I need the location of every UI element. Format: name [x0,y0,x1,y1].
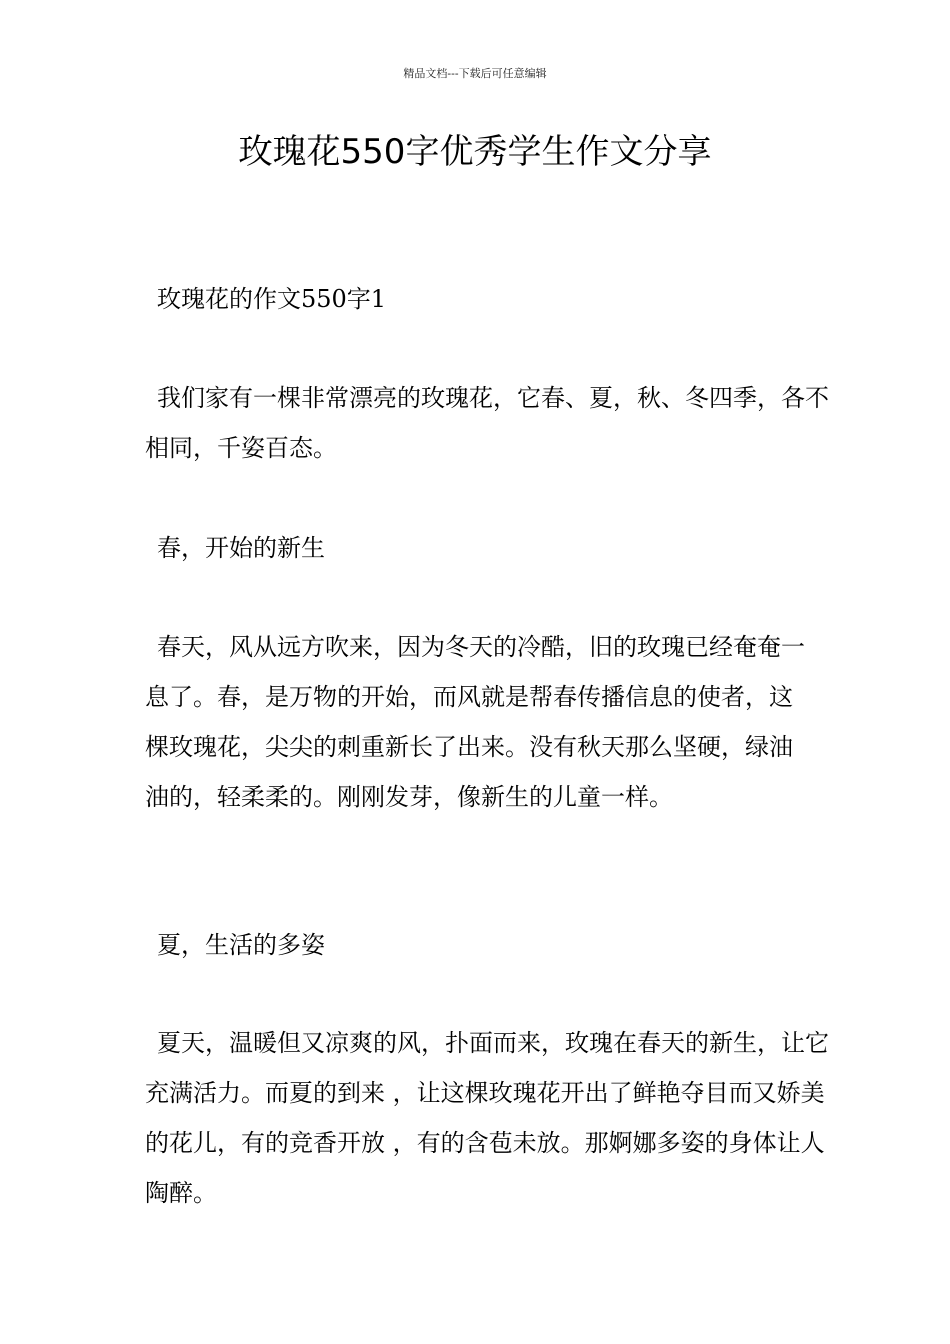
paragraph-spring: 春天，风从远方吹来，因为冬天的冷酷，旧的玫瑰已经奄奄一息了。春，是万物的开始，而风就是帮春传播信息的使者，这棵玫瑰花，尖尖的刺重新长了出来。没有秋天那么坚硬，绿油油的，轻柔柔的。刚刚发芽，像新生的儿童一样。 [145,633,805,811]
document-title: 玫瑰花550字优秀学生作文分享 [238,132,712,172]
section-heading-summer: 夏，生活的多姿 [157,931,325,959]
header-note: 精品文档---下载后可任意编辑 [403,67,547,80]
paragraph-summer: 夏天，温暖但又凉爽的风，扑面而来，玫瑰在春天的新生，让它充满活力。而夏的到来 ，让这棵玫瑰花开出了鲜艳夺目而又娇美的花儿，有的竞香开放 ，有的含苞未放。那婀娜多姿的身体让人陶醉。 [145,1029,829,1207]
essay-subtitle: 玫瑰花的作文550字1 [157,285,387,313]
paragraph-intro: 我们家有一棵非常漂亮的玫瑰花，它春、夏，秋、冬四季，各不相同，千姿百态。 [145,384,829,462]
section-heading-spring: 春，开始的新生 [157,534,325,562]
